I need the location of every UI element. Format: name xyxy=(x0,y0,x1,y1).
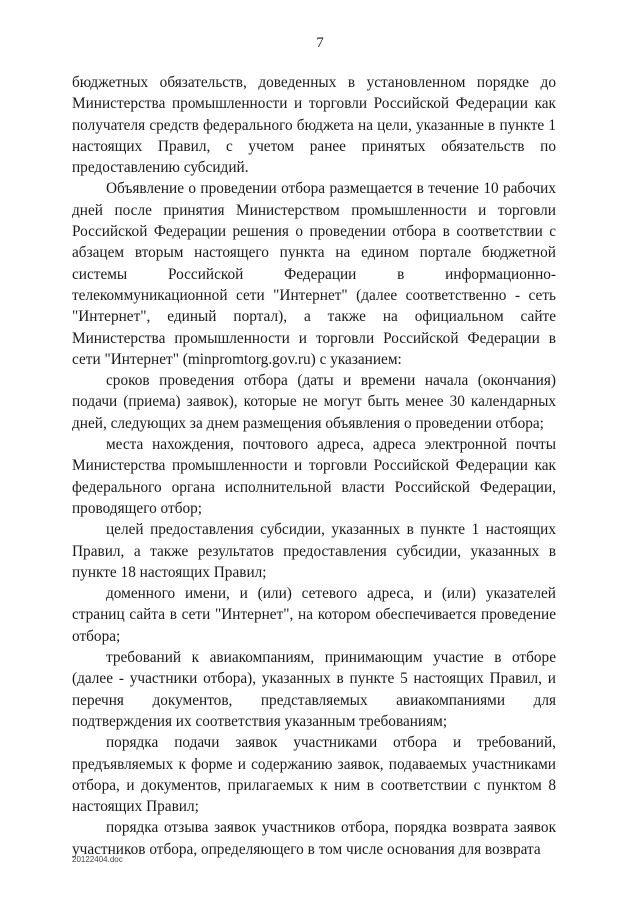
paragraph-address: места нахождения, почтового адреса, адреса электронной почты Министерства промышленности и торговли Российской Федерации как федерального органа исполнительной власти Российской Федерации, проводящего отбор; xyxy=(72,436,556,517)
paragraph-goals: целей предоставления субсидии, указанных в пункте 1 настоящих Правил, а также результатов предоставления субсидии, указанных в пункте 18 настоящих Правил; xyxy=(72,521,556,581)
page-number: 7 xyxy=(316,35,324,51)
document-body xyxy=(72,72,556,860)
paragraph-requirements: требований к авиакомпаниям, принимающим участие в отборе (далее - участники отбора), указанных в пункте 5 настоящих Правил, и перечня документов, представляемых авиакомпаниями для подтверждения их соответствия указанным требованиям; xyxy=(72,649,556,730)
paragraph-continuation: бюджетных обязательств, доведенных в установленном порядке до Министерства промышленности и торговли Российской Федерации как получателя средств федерального бюджета на цели, указанные в пункте 1 настоящих Правил, с учетом ранее принятых обязательств по предоставлению субсидий. xyxy=(72,74,556,177)
paragraph-domain: доменного имени, и (или) сетевого адреса, и (или) указателей страниц сайта в сети "Интернет", на котором обеспечивается проведение отбора; xyxy=(72,585,556,645)
footer-file-code: 20122404.doc xyxy=(72,855,123,864)
paragraph-deadlines: сроков проведения отбора (даты и времени начала (окончания) подачи (приема) заявок), которые не могут быть менее 30 календарных дней, следующих за днем размещения объявления о проведении отбора; xyxy=(72,372,556,432)
paragraph-application-order: порядка подачи заявок участниками отбора и требований, предъявляемых к форме и содержанию заявок, подаваемых участниками отбора, и документов, прилагаемых к ним в соответствии с пунктом 8 настоящих Правил; xyxy=(72,734,556,816)
paragraph-announcement: Объявление о проведении отбора размещается в течение 10 рабочих дней после принятия Министерством промышленности и торговли Российской Федерации решения о проведении отбора в соответствии с абзацем вторым настоящего пункта на едином портале бюджетной системы Российской Федерации в информационно-телекоммуникационной сети "Интернет" (далее соответственно - сеть "Интернет", единый портал), а также на официальном сайте Министерства промышленности и торговли Российской Федерации в сети "Интернет" (minpromtorg.gov.ru) с указанием: xyxy=(72,180,556,368)
paragraph-withdrawal: порядка отзыва заявок участников отбора, порядка возврата заявок участников отбора, определяющего в том числе основания для возврата xyxy=(72,819,556,858)
